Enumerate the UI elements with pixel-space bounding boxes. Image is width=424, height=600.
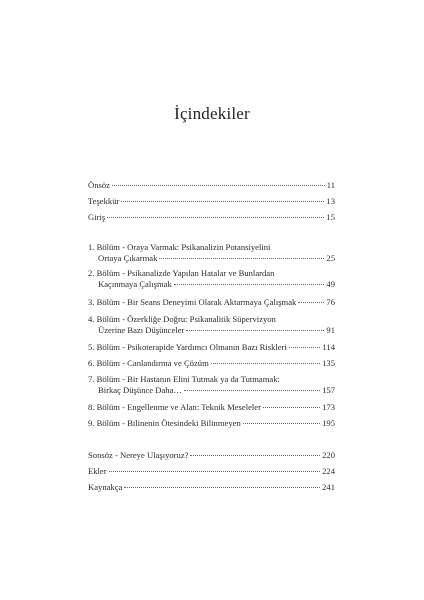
toc-entry-label: 9. Bölüm - Bilinenin Ötesindeki Bilinmeyen <box>88 418 241 428</box>
toc-entry <box>88 358 335 369</box>
toc-page-number: 173 <box>322 402 335 412</box>
toc-page-number: 135 <box>322 358 335 368</box>
toc-page-number: 241 <box>322 482 335 492</box>
toc-entry-label: Kaynakça <box>88 482 123 492</box>
toc-entry-label: Ekler <box>88 466 107 476</box>
toc-entry-label: Üzerine Bazı Düşünceler <box>98 325 185 335</box>
toc-entry-label: Ortaya Çıkarmak <box>98 253 158 263</box>
toc-entry <box>88 242 335 264</box>
toc-entry <box>88 314 335 336</box>
toc-entry <box>88 342 335 353</box>
dot-leader <box>243 423 320 424</box>
toc-entry-label: 5. Bölüm - Psikoterapide Yardımcı Olmanın Bazı Riskleri <box>88 342 287 352</box>
toc-entry <box>88 466 335 477</box>
toc-entry-label: Kaçınmaya Çalışmak <box>98 279 172 289</box>
dot-leader <box>109 471 320 472</box>
toc-entry <box>88 374 335 396</box>
toc-page-number: 49 <box>326 279 335 289</box>
dot-leader <box>121 201 324 202</box>
toc-entry-label: Giriş <box>88 212 106 222</box>
toc-entry-label: Sonsöz - Nereye Ulaşıyoruz? <box>88 450 189 460</box>
toc-entry-label: 3. Bölüm - Bir Seans Deneyimi Olarak Aktarmaya Çalışmak <box>88 297 297 307</box>
page-title: İçindekiler <box>174 104 250 123</box>
toc-entry <box>88 268 335 290</box>
dot-leader <box>107 217 324 218</box>
toc-page-number: 13 <box>326 196 335 206</box>
toc-page-number: 224 <box>322 466 335 476</box>
dot-leader <box>184 390 320 391</box>
toc-entry-label: 8. Bölüm - Engellenme ve Alan: Teknik Meseleler <box>88 402 261 412</box>
toc-page-number: 76 <box>326 297 335 307</box>
toc-page-number: 91 <box>326 325 335 335</box>
dot-leader <box>159 258 324 259</box>
toc-entry <box>88 482 335 493</box>
dot-leader <box>190 455 320 456</box>
toc-entry <box>88 196 335 207</box>
toc-page-number: 157 <box>322 385 335 395</box>
toc-entry <box>88 450 335 461</box>
toc-page-number: 220 <box>322 450 335 460</box>
dot-leader <box>186 330 324 331</box>
toc-page-number: 114 <box>322 342 335 352</box>
toc-page-number: 11 <box>326 180 335 190</box>
toc-page-number: 195 <box>322 418 335 428</box>
toc-entry <box>88 212 335 223</box>
toc-entry <box>88 180 335 191</box>
toc-entry-label: 6. Bölüm - Canlandırma ve Çözüm <box>88 358 209 368</box>
toc-page-number: 25 <box>326 253 335 263</box>
toc-entry-title: 2. Bölüm - Psikanalizde Yapılan Hatalar ve Bunlardan <box>88 268 275 278</box>
toc-entry-title: 7. Bölüm - Bir Hastanın Elini Tutmak ya da Tutmamak: <box>88 374 280 384</box>
dot-leader <box>289 347 321 348</box>
toc-entry-label: Önsöz <box>88 180 110 190</box>
dot-leader <box>298 302 324 303</box>
dot-leader <box>211 363 320 364</box>
toc-entry <box>88 418 335 429</box>
toc-entry-label: Teşekkür <box>88 196 120 206</box>
dot-leader <box>174 284 325 285</box>
toc-page-number: 15 <box>326 212 335 222</box>
toc-entry-title: 4. Bölüm - Özerkliğe Doğru: Psikanalitik Süpervizyon <box>88 314 276 324</box>
toc-entry <box>88 402 335 413</box>
toc-entry-label: Birkaç Düşünce Daha… <box>98 385 182 395</box>
dot-leader <box>112 185 325 186</box>
toc-entry-title: 1. Bölüm - Oraya Varmak: Psikanalizin Potansiyelini <box>88 242 271 252</box>
toc-entry <box>88 297 335 308</box>
dot-leader <box>124 487 320 488</box>
dot-leader <box>263 407 320 408</box>
